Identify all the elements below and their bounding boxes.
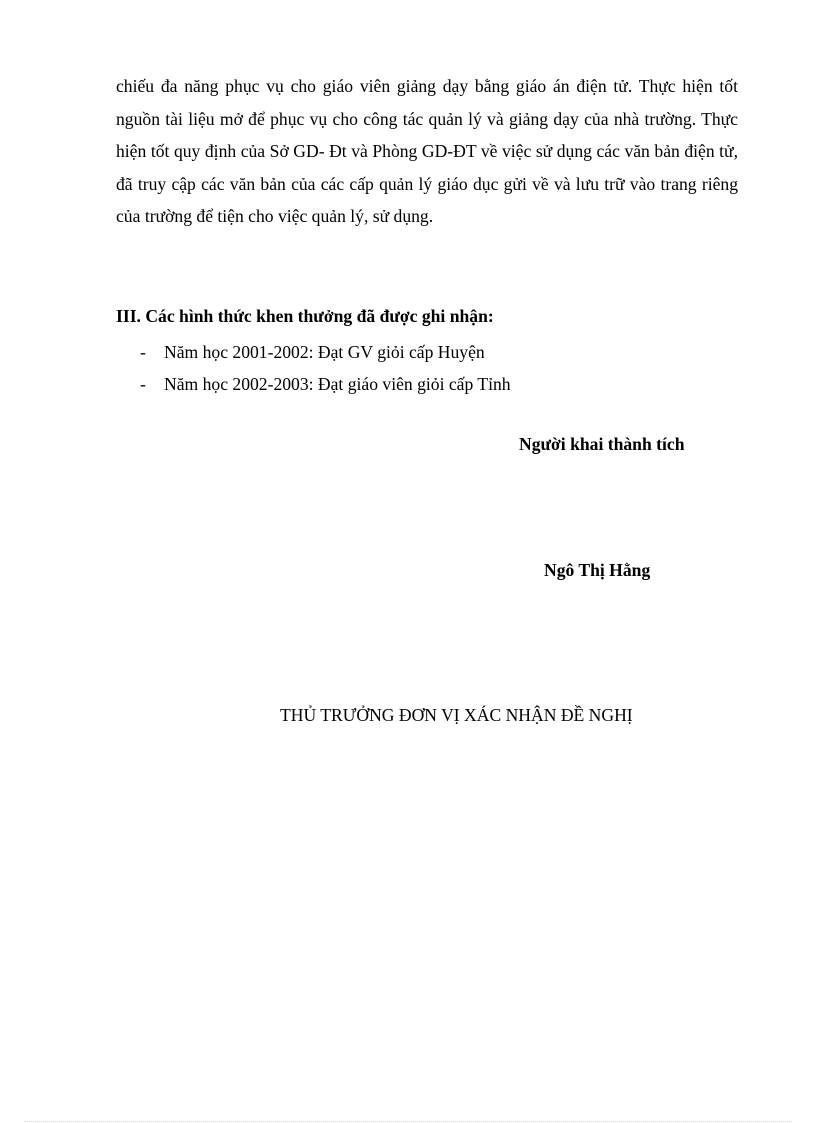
section-heading-awards: III. Các hình thức khen thưởng đã được ghi nhận: bbox=[116, 306, 494, 326]
award-text: Năm học 2002-2003: Đạt giáo viên giỏi cấp Tỉnh bbox=[164, 374, 511, 394]
confirmation-heading: THỦ TRƯỞNG ĐƠN VỊ XÁC NHẬN ĐỀ NGHỊ bbox=[280, 705, 633, 725]
page-border bbox=[24, 1121, 792, 1122]
list-bullet: - bbox=[140, 342, 146, 362]
award-text: Năm học 2001-2002: Đạt GV giỏi cấp Huyện bbox=[164, 342, 485, 362]
list-bullet: - bbox=[140, 374, 146, 394]
signer-name: Ngô Thị Hằng bbox=[544, 560, 651, 580]
signer-title: Người khai thành tích bbox=[519, 434, 685, 454]
body-paragraph: chiếu đa năng phục vụ cho giáo viên giảng dạy bằng giáo án điện tử. Thực hiện tốt nguồn tài liệu mở để phục vụ cho công tác quản lý và giảng dạy của nhà trường. Thực hiện tốt quy định của Sở GD- Đt và Phòng GD-ĐT về việc sử dụng các văn bản điện tử, đã truy cập các văn bản của các cấp quản lý giáo dục gửi về và lưu trữ vào trang riêng của trường để tiện cho việc quản lý, sử dụng. bbox=[116, 76, 738, 227]
